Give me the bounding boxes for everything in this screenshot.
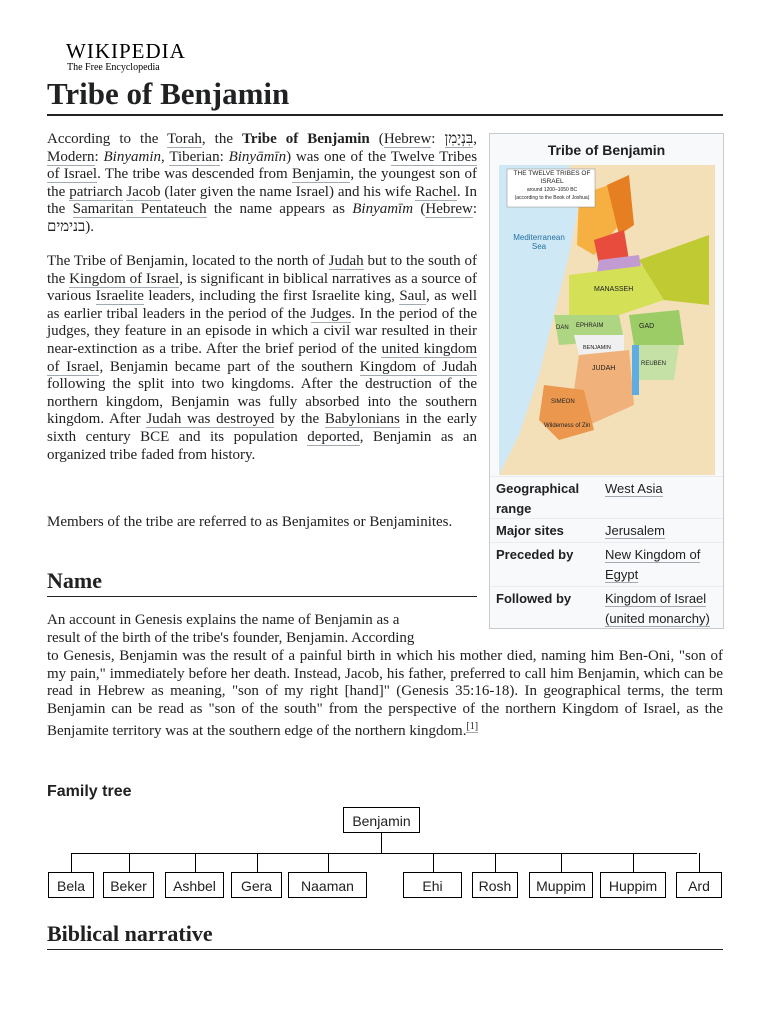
map-label-gad: GAD <box>639 323 655 330</box>
map-illustration <box>499 165 715 475</box>
link-kingdom-of-israel[interactable]: Kingdom of Israel <box>69 270 180 287</box>
link-benjamin[interactable]: Benjamin <box>292 166 351 183</box>
tree-child-naaman[interactable]: Naaman <box>288 872 367 898</box>
link-judah-destroyed[interactable]: Judah was destroyed <box>146 411 275 428</box>
map-legend <box>508 170 596 202</box>
tree-connector <box>433 853 434 872</box>
link-united-kingdom[interactable]: united kingdom of Israel <box>47 340 478 375</box>
tree-child-huppim[interactable]: Huppim <box>600 872 666 898</box>
infobox-row-followed-by <box>490 586 723 628</box>
twelve-tribes-map[interactable] <box>499 165 715 475</box>
tree-child-rosh[interactable]: Rosh <box>472 872 518 898</box>
map-label-reuben: REUBEN <box>641 361 667 367</box>
infobox-value[interactable]: West Asia <box>605 481 663 496</box>
infobox-value[interactable]: Kingdom of Israel (united monarchy) <box>605 591 710 626</box>
link-tiberian[interactable]: Tiberian <box>169 148 220 165</box>
wikipedia-logo[interactable] <box>66 40 186 74</box>
infobox-value[interactable]: Jerusalem <box>605 523 665 538</box>
link-rachel[interactable]: Rachel <box>415 183 457 200</box>
tree-child-gera[interactable]: Gera <box>231 872 282 898</box>
tree-connector <box>495 853 496 872</box>
intro-paragraph: According to the Torah, the Tribe of Benjamin (Hebrew: בִּנְיָמִן, Modern: Binyamin, Tiberian: Binyāmīn) was one of the Twelve Tribes of Israel. The tribe was descended from Benjamin, the youngest son of the patriarch Jacob (later given the name Israel) and his wife Rachel. In the Samaritan Pentateuch the name appears as Binyamīm (Hebrew: בנימים). <box>47 131 478 235</box>
tree-connector <box>699 853 700 872</box>
tree-child-bela[interactable]: Bela <box>48 872 94 898</box>
history-paragraph: The Tribe of Benjamin, located to the north of Judah but to the south of the Kingdom of Israel, is significant in biblical narratives as a source of various Israelite leaders, including the first Israelite king, Saul, as well as earlier tribal leaders in the period of the Judges. In the period of the judges, they feature in an episode in which a civil war resulted in their near-extinction as a tribe. After the brief period of the united kingdom of Israel, Benjamin became part of the southern Kingdom of Judah following the split into two kingdoms. After the destruction of the northern kingdom, Benjamin was fully absorbed into the southern kingdom. After Judah was destroyed by the Babylonians in the early sixth century BCE and its population deported, Benjamin as an organized tribe faded from history. <box>47 253 478 463</box>
link-hebrew[interactable]: Hebrew <box>383 131 432 147</box>
infobox-key: Preceded by <box>496 547 574 562</box>
wikipedia-tagline: The Free Encyclopedia <box>67 62 160 73</box>
link-modern-hebrew[interactable]: Modern <box>47 148 95 165</box>
link-israelite[interactable]: Israelite <box>95 288 144 305</box>
infobox-row-range <box>490 476 723 519</box>
map-legend-title: THE TWELVE TRIBES OF ISRAEL <box>513 170 591 185</box>
infobox-key: Major sites <box>496 523 564 538</box>
name-paragraph-line2: result of the birth of the tribe's founder, Benjamin. According <box>47 630 415 646</box>
link-judah[interactable]: Judah <box>328 253 364 269</box>
link-twelve-tribes[interactable]: Twelve Tribes of Israel <box>47 148 478 183</box>
infobox-row-preceded-by <box>490 542 723 587</box>
link-patriarch[interactable]: patriarch <box>69 183 123 200</box>
wikipedia-wordmark: WIKIPEDIA <box>66 39 186 63</box>
tree-child-beker[interactable]: Beker <box>103 872 154 898</box>
tree-child-ard[interactable]: Ard <box>676 872 722 898</box>
link-kingdom-of-judah[interactable]: Kingdom of Judah <box>359 358 478 375</box>
infobox-row-major-sites <box>490 518 723 543</box>
tree-connector <box>561 853 562 872</box>
tree-connector <box>381 833 382 853</box>
name-paragraph-rest: to Genesis, Benjamin was the result of a painful birth in which his mother died, naming him Ben-Oni, "son of my pain," immediately before her death. Instead, Jacob, his father, preferred to call him Benjamin, which can be read in Hebrew as meaning, "son of my right [hand]" (Genesis 35:16-18). In geographical terms, the term Benjamin can be read as "son of the south" from the perspective of the northern Kingdom of Israel, as the Benjamite territory was at the southern edge of the northern kingdom.[1] <box>47 648 723 740</box>
link-hebrew-2[interactable]: Hebrew <box>425 201 473 218</box>
tree-child-ashbel[interactable]: Ashbel <box>165 872 224 898</box>
tree-connector <box>129 853 130 872</box>
map-label-manasseh: MANASSEH <box>594 286 634 293</box>
section-heading-name: Name <box>47 566 477 597</box>
tree-connector <box>71 853 72 872</box>
tree-connector <box>328 853 329 872</box>
link-hebrew-word[interactable]: בִּנְיָמִן <box>444 131 474 147</box>
link-deported[interactable]: deported <box>307 428 360 445</box>
tree-connector <box>195 853 196 872</box>
section-heading-biblical-narrative: Biblical narrative <box>47 919 723 950</box>
link-torah[interactable]: Torah <box>167 131 202 147</box>
page-title: Tribe of Benjamin <box>47 74 723 116</box>
tree-connector <box>633 853 634 872</box>
link-jacob[interactable]: Jacob <box>126 183 161 200</box>
map-label-sea: Mediterranean Sea <box>513 233 565 251</box>
members-paragraph: Members of the tribe are referred to as Benjamites or Benjaminites. <box>47 514 453 530</box>
tree-root-benjamin[interactable]: Benjamin <box>343 807 420 833</box>
link-saul[interactable]: Saul <box>399 288 426 305</box>
map-legend-sub1: around 1200–1050 BC <box>526 187 578 193</box>
link-samaritan-pentateuch[interactable]: Samaritan Pentateuch <box>72 201 207 218</box>
infobox-title: Tribe of Benjamin <box>547 142 666 158</box>
infobox-key: Geographical range <box>496 481 580 516</box>
map-label-judah: JUDAH <box>592 365 616 372</box>
reference-1[interactable]: [1] <box>466 721 479 733</box>
link-babylonians[interactable]: Babylonians <box>324 411 400 428</box>
infobox-value[interactable]: New Kingdom of Egypt <box>605 547 701 582</box>
tree-child-ehi[interactable]: Ehi <box>403 872 462 898</box>
infobox <box>489 133 724 629</box>
map-label-zin: Wilderness of Zin <box>544 423 591 429</box>
map-label-simeon: SIMEON <box>551 399 575 405</box>
name-paragraph-line1: An account in Genesis explains the name of Benjamin as a <box>47 612 400 628</box>
map-label-ephraim: EPHRAIM <box>576 323 604 329</box>
tree-connector <box>71 853 697 854</box>
link-judges[interactable]: Judges <box>310 305 352 322</box>
tree-child-muppim[interactable]: Muppim <box>529 872 593 898</box>
tree-connector <box>257 853 258 872</box>
infobox-key: Followed by <box>496 591 572 606</box>
map-legend-sub2: (according to the Book of Joshua) <box>514 195 590 201</box>
map-label-benjamin: BENJAMIN <box>583 345 611 351</box>
map-label-dan: DAN <box>556 325 569 331</box>
family-tree-title: Family tree <box>47 783 132 800</box>
